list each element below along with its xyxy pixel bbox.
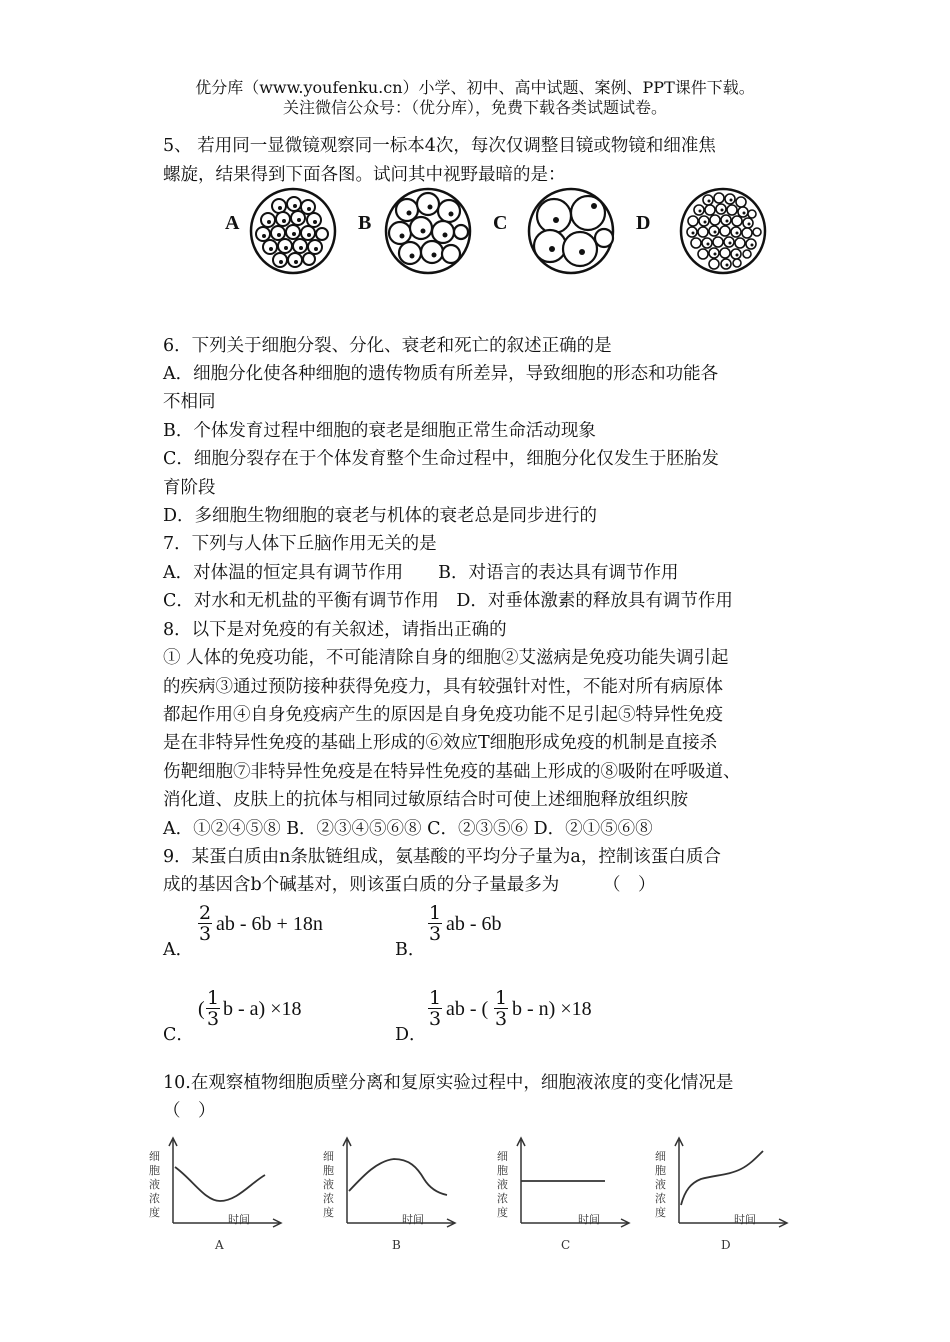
q9-option-c-expression: b - a) ×18 [223, 998, 302, 1020]
fraction-denominator: 3 [207, 1008, 220, 1030]
q6-option-b: B．个体发育过程中细胞的衰老是细胞正常生命活动现象 [163, 421, 596, 441]
q8-statement-line-5: 伤靶细胞⑦非特异性免疫是在特异性免疫的基础上形成的⑧吸附在呼吸道、 [163, 762, 741, 782]
q7-options-cd: C．对水和无机盐的平衡有调节作用 D．对垂体激素的释放具有调节作用 [163, 591, 733, 611]
q5-label-a: A [225, 212, 240, 234]
q9-option-a-fraction [198, 903, 212, 944]
graph-a-x-label: 时间 [228, 1213, 250, 1226]
graph-c-caption: C [561, 1238, 571, 1252]
q10-stem-line-1: 10.在观察植物细胞质壁分离和复原实验过程中，细胞液浓度的变化情况是 [163, 1073, 734, 1093]
q10-stem-line-2: （ ） [163, 1101, 216, 1121]
fraction-numerator: 1 [495, 987, 508, 1009]
microscope-field-c [526, 186, 616, 276]
q9-option-a-label: A． [163, 940, 194, 960]
q8-options: A．①②④⑤⑧ B．②③④⑤⑥⑧ C．②③⑤⑥ D．②①⑤⑥⑧ [163, 819, 653, 839]
fraction-denominator: 3 [199, 923, 212, 945]
q9-option-c-open-paren: ( [198, 998, 205, 1020]
graph-d-plot [671, 1135, 791, 1230]
q6-option-c-line-1: C．细胞分裂存在于个体发育整个生命过程中，细胞分化仅发生于胚胎发 [163, 449, 719, 469]
q9-option-b-expression: ab - 6b [446, 913, 502, 935]
q6-option-a-line-1: A．细胞分化使各种细胞的遗传物质有所差异，导致细胞的形态和功能各 [163, 364, 719, 384]
q9-stem-line-2: 成的基因含b个碱基对，则该蛋白质的分子量最多为 （ ） [163, 875, 656, 895]
q5-label-d: D [636, 212, 651, 234]
q9-option-c-fraction [206, 988, 220, 1029]
graph-b-caption: B [392, 1238, 401, 1252]
graph-b-y-label: 细胞液浓度 [323, 1150, 334, 1219]
fraction-numerator: 1 [429, 902, 442, 924]
graph-a-caption: A [215, 1238, 224, 1252]
q9-stem-line-1: 9．某蛋白质由n条肽链组成，氨基酸的平均分子量为a，控制该蛋白质合 [163, 847, 721, 867]
graph-a-y-label: 细胞液浓度 [149, 1150, 160, 1219]
q8-statement-line-4: 是在非特异性免疫的基础上形成的⑥效应T细胞形成免疫的机制是直接杀 [163, 733, 718, 753]
q5-label-b: B [358, 212, 372, 234]
header-line-1: 优分库（www.youfenku.cn）小学、初中、高中试题、案例、PPT课件下载。 [195, 78, 755, 97]
q9-option-b-fraction [428, 903, 442, 944]
q8-statement-line-1: ① 人体的免疫功能，不可能清除自身的细胞②艾滋病是免疫功能失调引起 [163, 648, 729, 668]
header-line-2: 关注微信公众号：（优分库），免费下载各类试题试卷。 [282, 98, 667, 117]
q6-option-d: D．多细胞生物细胞的衰老与机体的衰老总是同步进行的 [163, 506, 598, 526]
graph-b-plot [339, 1135, 459, 1230]
q7-stem: 7．下列与人体下丘脑作用无关的是 [163, 534, 437, 554]
q6-option-c-line-2: 育阶段 [163, 478, 216, 498]
q9-option-a-expression: ab - 6b + 18n [216, 913, 323, 935]
fraction-denominator: 3 [429, 923, 442, 945]
q9-option-d-expression-1: ab - ( [446, 998, 489, 1020]
q5-label-c: C [493, 212, 508, 234]
fraction-denominator: 3 [429, 1008, 442, 1030]
graph-c-y-label: 细胞液浓度 [497, 1150, 508, 1219]
graph-d-caption: D [721, 1238, 731, 1252]
q9-option-d-fraction-1 [428, 988, 442, 1029]
fraction-numerator: 1 [429, 987, 442, 1009]
fraction-numerator: 1 [207, 987, 220, 1009]
graph-d-x-label: 时间 [734, 1213, 756, 1226]
graph-c-plot [513, 1135, 633, 1230]
q9-option-c-label: C． [163, 1025, 194, 1045]
graph-b-x-label: 时间 [402, 1213, 424, 1226]
q9-option-d-fraction-2 [494, 988, 508, 1029]
q7-options-ab: A．对体温的恒定具有调节作用 B．对语言的表达具有调节作用 [163, 563, 679, 583]
fraction-denominator: 3 [495, 1008, 508, 1030]
graph-a-plot [165, 1135, 285, 1230]
microscope-field-b [383, 186, 473, 276]
q5-stem-line-1: 5、 若用同一显微镜观察同一标本4次，每次仅调整目镜或物镜和细准焦 [163, 136, 716, 156]
q8-stem: 8．以下是对免疫的有关叙述，请指出正确的 [163, 620, 507, 640]
q5-stem-line-2: 螺旋，结果得到下面各图。试问其中视野最暗的是： [163, 165, 566, 185]
q9-option-d-label: D． [395, 1025, 427, 1045]
microscope-field-d [678, 186, 768, 276]
graph-c-x-label: 时间 [578, 1213, 600, 1226]
q8-statement-line-2: 的疾病③通过预防接种获得免疫力，具有较强针对性，不能对所有病原体 [163, 677, 723, 697]
microscope-field-a [248, 186, 338, 276]
graph-d-y-label: 细胞液浓度 [655, 1150, 666, 1219]
q9-option-d-expression-2: b - n) ×18 [512, 998, 592, 1020]
q6-option-a-line-2: 不相同 [163, 392, 216, 412]
q9-option-b-label: B． [395, 940, 426, 960]
q6-stem: 6．下列关于细胞分裂、分化、衰老和死亡的叙述正确的是 [163, 336, 612, 356]
fraction-numerator: 2 [199, 902, 212, 924]
q8-statement-line-3: 都起作用④自身免疫病产生的原因是自身免疫功能不足引起⑤特异性免疫 [163, 705, 723, 725]
q8-statement-line-6: 消化道、皮肤上的抗体与相同过敏原结合时可使上述细胞释放组织胺 [163, 790, 688, 810]
